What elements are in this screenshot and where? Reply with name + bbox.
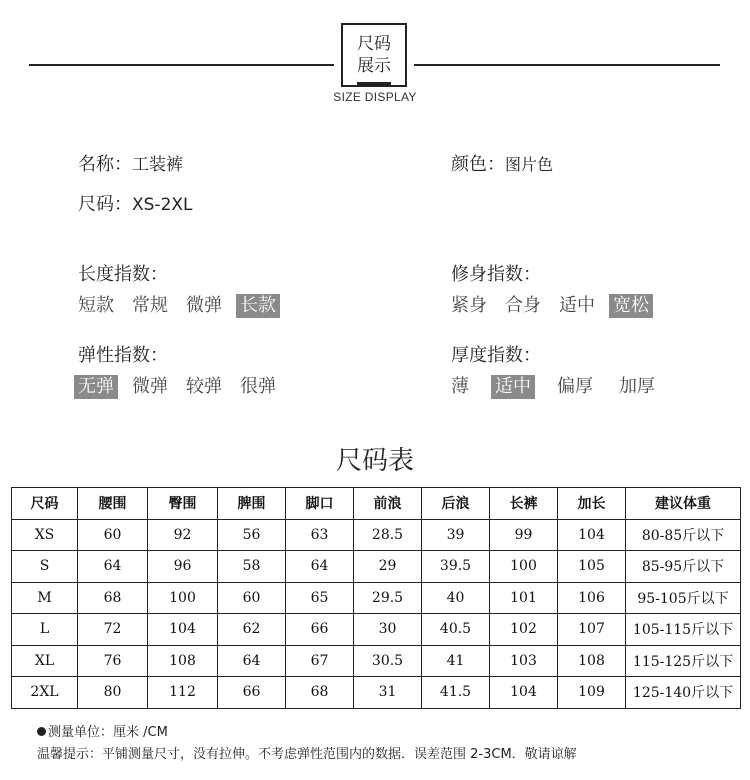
length-index-options <box>74 294 280 318</box>
table-row <box>12 519 741 551</box>
table-header-cell: 臀围 <box>148 488 218 520</box>
section-title-line1: 尺码 <box>357 34 391 54</box>
elastic-index-label: 弹性指数： <box>78 345 168 366</box>
table-cell: 80-85斤以下 <box>626 519 741 551</box>
table-cell: 105-115斤以下 <box>626 614 741 646</box>
table-cell: 104 <box>490 677 558 709</box>
table-cell: 28.5 <box>354 519 422 551</box>
header-divider-left <box>29 64 334 66</box>
product-size-value: XS-2XL <box>132 195 193 215</box>
table-cell: 41.5 <box>422 677 490 709</box>
table-cell: 85-95斤以下 <box>626 551 741 583</box>
size-table-title: 尺码表 <box>335 446 414 476</box>
table-cell: 31 <box>354 677 422 709</box>
table-cell: 40.5 <box>422 614 490 646</box>
measurement-tip-note: 温馨提示：平铺测量尺寸，没有拉伸。不考虑弹性范围内的数据．误差范围 2-3CM．敬请谅解 <box>37 747 577 762</box>
table-cell: 112 <box>148 677 218 709</box>
table-cell: 29.5 <box>354 582 422 614</box>
fit-index-label: 修身指数： <box>451 264 541 285</box>
product-name-value: 工装裤 <box>132 155 183 175</box>
fit-index-options <box>447 294 653 318</box>
table-cell: 99 <box>490 519 558 551</box>
table-cell: 2XL <box>12 677 78 709</box>
table-cell: 108 <box>558 645 626 677</box>
measurement-unit-note <box>37 721 168 740</box>
section-subtitle: SIZE DISPLAY <box>333 90 417 104</box>
table-cell: 108 <box>148 645 218 677</box>
table-header-cell: 前浪 <box>354 488 422 520</box>
table-cell: 64 <box>78 551 148 583</box>
table-cell: 67 <box>286 645 354 677</box>
length-option: 短款 <box>78 295 114 316</box>
table-cell: 102 <box>490 614 558 646</box>
table-cell: 30.5 <box>354 645 422 677</box>
table-cell: 30 <box>354 614 422 646</box>
header-divider-right <box>414 64 720 66</box>
table-header-row <box>12 488 741 520</box>
thickness-option-selected: 适中 <box>491 375 535 399</box>
fit-option: 适中 <box>559 295 595 316</box>
product-size <box>78 190 193 216</box>
table-header-cell: 建议体重 <box>626 488 741 520</box>
length-index-label: 长度指数： <box>78 264 168 285</box>
thickness-index-label: 厚度指数： <box>451 345 541 366</box>
fit-option: 合身 <box>505 295 541 316</box>
product-color <box>451 150 553 176</box>
table-row <box>12 645 741 677</box>
table-cell: XL <box>12 645 78 677</box>
table-cell: 65 <box>286 582 354 614</box>
fit-option: 紧身 <box>451 295 487 316</box>
table-row <box>12 551 741 583</box>
product-color-label: 颜色： <box>451 154 505 175</box>
table-header-cell: 尺码 <box>12 488 78 520</box>
table-cell: S <box>12 551 78 583</box>
table-cell: 104 <box>558 519 626 551</box>
product-name <box>78 150 183 176</box>
size-table <box>11 487 741 709</box>
table-cell: 68 <box>286 677 354 709</box>
table-cell: XS <box>12 519 78 551</box>
section-title-box <box>341 23 407 87</box>
table-cell: 76 <box>78 645 148 677</box>
measurement-unit-text: 测量单位：厘米 /CM <box>48 725 168 740</box>
table-cell: 60 <box>218 582 286 614</box>
table-cell: L <box>12 614 78 646</box>
table-cell: 100 <box>148 582 218 614</box>
table-cell: 60 <box>78 519 148 551</box>
table-header-cell: 脚口 <box>286 488 354 520</box>
product-size-label: 尺码： <box>78 194 132 215</box>
bullet-dot-icon <box>37 727 46 736</box>
table-header-cell: 腰围 <box>78 488 148 520</box>
table-cell: 109 <box>558 677 626 709</box>
table-cell: 29 <box>354 551 422 583</box>
product-name-label: 名称： <box>78 154 132 175</box>
table-cell: 58 <box>218 551 286 583</box>
elastic-option-selected: 无弹 <box>74 375 118 399</box>
table-cell: 40 <box>422 582 490 614</box>
table-cell: 64 <box>218 645 286 677</box>
thickness-option: 薄 <box>451 376 469 397</box>
table-cell: 101 <box>490 582 558 614</box>
table-cell: 125-140斤以下 <box>626 677 741 709</box>
table-cell: 103 <box>490 645 558 677</box>
table-header-cell: 后浪 <box>422 488 490 520</box>
thickness-option: 加厚 <box>619 376 655 397</box>
table-cell: 72 <box>78 614 148 646</box>
table-header-cell: 长裤 <box>490 488 558 520</box>
table-cell: 41 <box>422 645 490 677</box>
product-color-value: 图片色 <box>505 155 554 174</box>
table-cell: 105 <box>558 551 626 583</box>
table-header-cell: 脾围 <box>218 488 286 520</box>
length-option-selected: 长款 <box>236 294 280 318</box>
table-cell: 92 <box>148 519 218 551</box>
table-cell: 80 <box>78 677 148 709</box>
table-row <box>12 582 741 614</box>
table-cell: 64 <box>286 551 354 583</box>
elastic-option: 很弹 <box>240 376 276 397</box>
elastic-option: 微弹 <box>132 376 168 397</box>
table-cell: 39.5 <box>422 551 490 583</box>
table-cell: 100 <box>490 551 558 583</box>
table-cell: 96 <box>148 551 218 583</box>
table-cell: 66 <box>286 614 354 646</box>
section-title-line2: 展示 <box>357 56 391 76</box>
table-cell: 62 <box>218 614 286 646</box>
thickness-index-options <box>447 375 659 399</box>
elastic-option: 较弹 <box>186 376 222 397</box>
table-cell: 66 <box>218 677 286 709</box>
length-option: 微弹 <box>186 295 222 316</box>
table-header-cell: 加长 <box>558 488 626 520</box>
thickness-option: 偏厚 <box>557 376 593 397</box>
table-cell: 107 <box>558 614 626 646</box>
elastic-index-options <box>74 375 280 399</box>
table-cell: 39 <box>422 519 490 551</box>
table-cell: 63 <box>286 519 354 551</box>
table-cell: 104 <box>148 614 218 646</box>
table-cell: 106 <box>558 582 626 614</box>
title-underline-bar <box>357 82 391 86</box>
table-cell: M <box>12 582 78 614</box>
table-cell: 115-125斤以下 <box>626 645 741 677</box>
table-cell: 56 <box>218 519 286 551</box>
table-row <box>12 614 741 646</box>
table-cell: 95-105斤以下 <box>626 582 741 614</box>
length-option: 常规 <box>132 295 168 316</box>
table-cell: 68 <box>78 582 148 614</box>
fit-option-selected: 宽松 <box>609 294 653 318</box>
table-row <box>12 677 741 709</box>
